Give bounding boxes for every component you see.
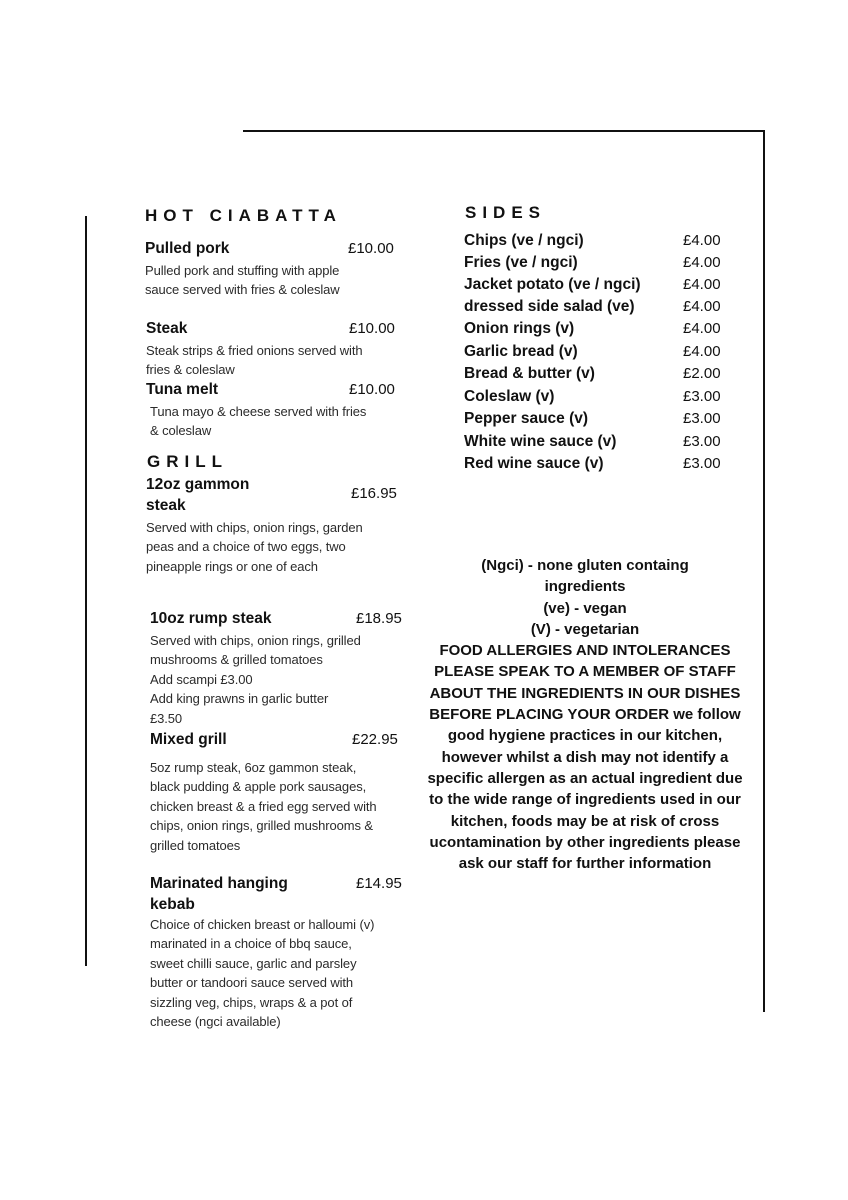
frame-top-line — [243, 130, 765, 132]
item-name: Mixed grill — [150, 731, 227, 748]
menu-item-gammon-steak — [146, 474, 411, 576]
side-price: £4.00 — [683, 276, 721, 293]
frame-right-line — [763, 130, 765, 1012]
side-name: Bread & butter (v) — [464, 365, 595, 382]
item-name: Tuna melt — [146, 381, 219, 398]
side-name: Onion rings (v) — [464, 320, 575, 337]
legend-vegetarian: (V) - vegetarian — [530, 620, 640, 638]
item-extra: Add scampi £3.00 — [150, 671, 253, 687]
side-name: Fries (ve / ngci) — [464, 254, 578, 271]
side-price: £4.00 — [683, 343, 721, 360]
side-name: Red wine sauce (v) — [464, 455, 604, 472]
item-price: £10.00 — [349, 381, 395, 398]
item-name: 12oz gammon steak — [146, 476, 250, 514]
sides-heading: SIDES — [465, 203, 547, 222]
side-price: £3.00 — [683, 388, 721, 405]
side-price: £4.00 — [683, 320, 721, 337]
menu-item-mixed-grill — [150, 729, 415, 855]
side-item — [464, 252, 734, 274]
side-name: dressed side salad (ve) — [464, 298, 635, 315]
menu-item-steak — [146, 318, 411, 380]
item-description: 5oz rump steak, 6oz gammon steak, black pudding & apple pork sausages, chicken breast & a fried egg served with chips, onion rings, grilled mushrooms & grilled tomatoes — [150, 760, 377, 853]
side-price: £3.00 — [683, 410, 721, 427]
item-price: £16.95 — [351, 485, 397, 502]
side-item — [464, 296, 734, 318]
item-description: Steak strips & fried onions served with fries & coleslaw — [146, 343, 363, 378]
side-price: £4.00 — [683, 232, 721, 249]
item-description: Tuna mayo & cheese served with fries & coleslaw — [150, 404, 367, 439]
menu-item-hanging-kebab — [150, 873, 415, 1031]
side-price: £3.00 — [683, 433, 721, 450]
item-price: £18.95 — [356, 610, 402, 627]
menu-item-rump-steak — [150, 608, 415, 728]
side-item — [464, 341, 734, 363]
side-item — [464, 453, 734, 475]
allergy-statement: FOOD ALLERGIES AND INTOLERANCES PLEASE SPEAK TO A MEMBER OF STAFF ABOUT THE INGREDIENTS IN OUR DISHES BEFORE PLACING YOUR ORDER we follow good hygiene practices in our kitchen, however whilst a dish may not identify a specific allergen as an actual ingredient due to the wide range of ingredients used in our kitchen, foods may be at risk of cross ucontamination by other ingredients please ask our staff for further information — [427, 642, 743, 873]
side-price: £4.00 — [683, 298, 721, 315]
side-price: £4.00 — [683, 254, 721, 271]
allergen-notice — [424, 555, 746, 874]
side-item — [464, 274, 734, 296]
side-item — [464, 408, 734, 430]
side-item — [464, 431, 734, 453]
side-price: £3.00 — [683, 455, 721, 472]
grill-heading: GRILL — [147, 452, 228, 471]
item-name: Pulled pork — [145, 240, 230, 257]
side-name: White wine sauce (v) — [464, 433, 617, 450]
frame-left-line — [85, 216, 87, 966]
item-description: Choice of chicken breast or halloumi (v) marinated in a choice of bbq sauce, sweet chilli sauce, garlic and parsley butter or tandoori sauce served with sizzling veg, chips, wraps & a pot of cheese (ngci available) — [150, 917, 375, 1030]
item-description: Pulled pork and stuffing with apple sauce served with fries & coleslaw — [145, 263, 340, 298]
side-name: Garlic bread (v) — [464, 343, 578, 360]
item-description: Served with chips, onion rings, grilled mushrooms & grilled tomatoes — [150, 633, 361, 668]
side-price: £2.00 — [683, 365, 721, 382]
side-name: Coleslaw (v) — [464, 388, 555, 405]
legend-ngci: (Ngci) - none gluten containg ingredients — [481, 557, 689, 596]
menu-item-pulled-pork — [145, 238, 410, 300]
item-price: £14.95 — [356, 875, 402, 892]
side-name: Chips (ve / ngci) — [464, 232, 584, 249]
item-description: Served with chips, onion rings, garden peas and a choice of two eggs, two pineapple rings or one of each — [146, 520, 363, 574]
legend-vegan: (ve) - vegan — [543, 599, 627, 617]
item-name: Marinated hanging kebab — [150, 875, 288, 913]
side-item — [464, 386, 734, 408]
side-item — [464, 318, 734, 340]
side-name: Pepper sauce (v) — [464, 410, 589, 427]
item-name: 10oz rump steak — [150, 610, 272, 627]
menu-item-tuna-melt — [146, 379, 411, 441]
hot-ciabatta-heading: HOT CIABATTA — [145, 206, 342, 225]
item-name: Steak — [146, 320, 188, 337]
item-price: £10.00 — [348, 240, 394, 257]
item-extra: Add king prawns in garlic butter £3.50 — [150, 691, 329, 726]
side-item — [464, 230, 734, 252]
item-price: £22.95 — [352, 731, 398, 748]
side-name: Jacket potato (ve / ngci) — [464, 276, 641, 293]
item-price: £10.00 — [349, 320, 395, 337]
side-item — [464, 363, 734, 385]
